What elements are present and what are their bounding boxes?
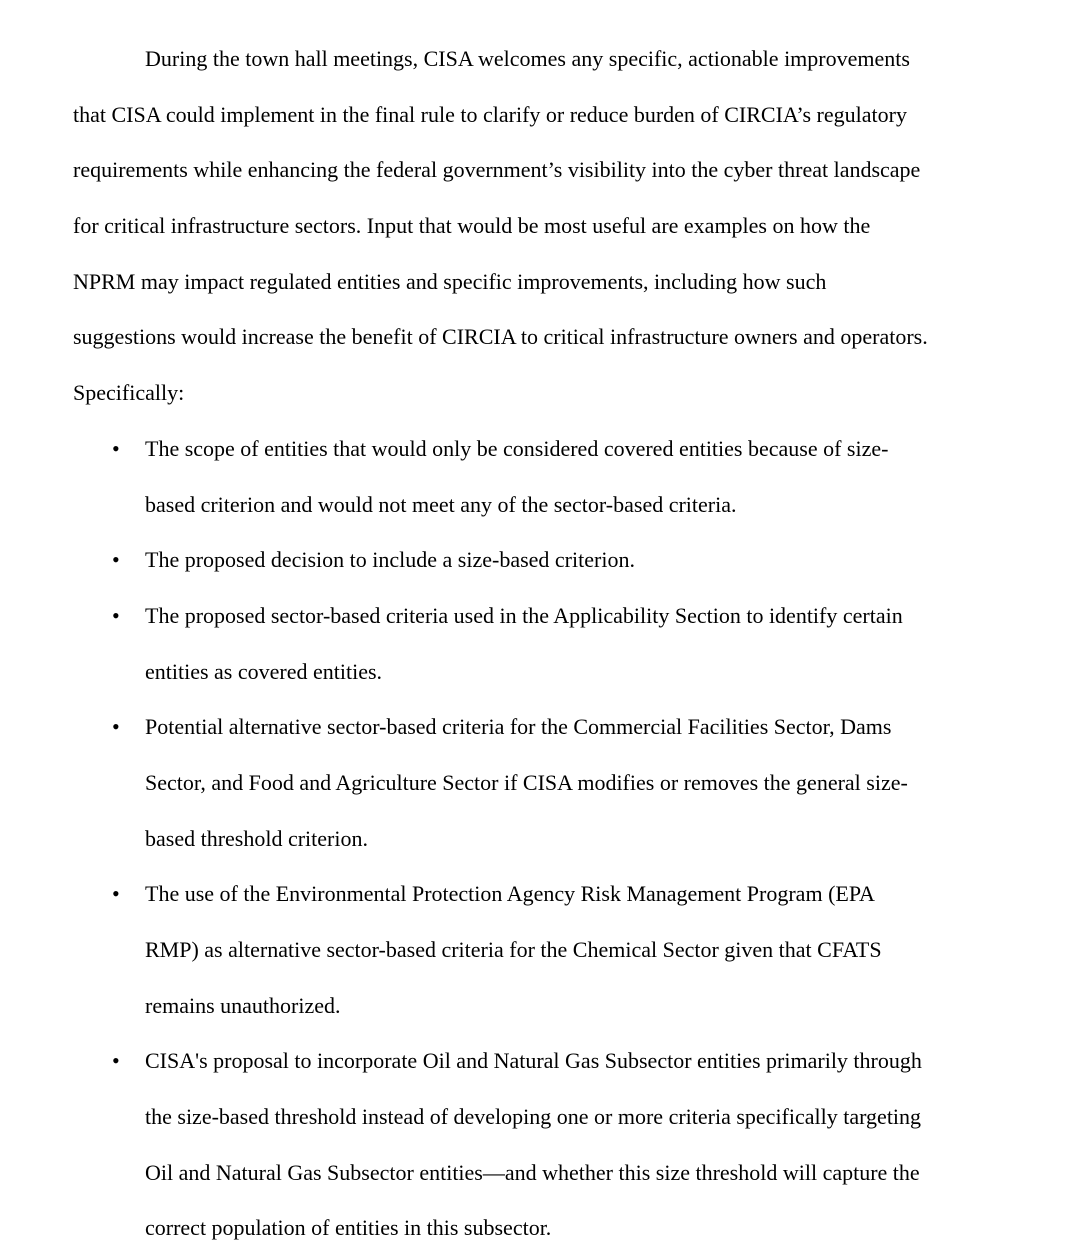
paragraph-line: that CISA could implement in the final rule to clarify or reduce burden of CIRCIA’s regulatory: [73, 101, 907, 127]
bullet-item: [73, 1033, 1028, 1256]
bullet-line: [73, 699, 1028, 755]
bullet-line: [73, 1200, 1028, 1256]
bullet-line-text: The use of the Environmental Protection Agency Risk Management Program (EPA: [145, 881, 875, 907]
bullet-icon: •: [112, 547, 120, 573]
paragraph-line: During the town hall meetings, CISA welcomes any specific, actionable improvements: [145, 46, 910, 71]
bullet-line: [73, 755, 1028, 811]
bullet-line: [73, 1033, 1028, 1089]
bullet-line-text: RMP) as alternative sector-based criteria for the Chemical Sector given that CFATS: [145, 937, 882, 962]
bullet-line: [73, 1089, 1028, 1145]
bullet-list: [73, 421, 1028, 1256]
bullet-line: [73, 421, 1028, 477]
bullet-line-text: CISA's proposal to incorporate Oil and Natural Gas Subsector entities primarily through: [145, 1048, 922, 1074]
bullet-line: [73, 477, 1028, 533]
bullet-item: [73, 588, 1028, 699]
bullet-line: [73, 1145, 1028, 1201]
bullet-line: [73, 866, 1028, 922]
bullet-line: [73, 644, 1028, 700]
bullet-line-text: correct population of entities in this subsector.: [145, 1215, 552, 1241]
paragraph-line: suggestions would increase the benefit of CIRCIA to critical infrastructure owners and operators.: [73, 324, 928, 350]
bullet-line-text: The scope of entities that would only be considered covered entities because of size-: [145, 435, 889, 461]
bullet-line-text: Oil and Natural Gas Subsector entities—and whether this size threshold will capture the: [145, 1159, 920, 1185]
bullet-item: [73, 699, 1028, 866]
bullet-line-text: Potential alternative sector-based criteria for the Commercial Facilities Sector, Dams: [145, 714, 892, 740]
bullet-icon: •: [112, 881, 120, 907]
bullet-line-text: the size-based threshold instead of developing one or more criteria specifically targeting: [145, 1104, 922, 1130]
bullet-line: [73, 922, 1028, 978]
bullet-icon: •: [112, 435, 120, 461]
bullet-line-text: Sector, and Food and Agriculture Sector if CISA modifies or removes the general size-: [145, 769, 908, 795]
paragraph-line: Specifically:: [73, 380, 185, 406]
bullet-item: [73, 532, 1028, 588]
intro-paragraph: [73, 31, 1028, 421]
bullet-line: [73, 532, 1028, 588]
bullet-line-text: based threshold criterion.: [145, 825, 368, 851]
bullet-line-text: entities as covered entities.: [145, 658, 383, 684]
paragraph-line: NPRM may impact regulated entities and specific improvements, including how such: [73, 268, 827, 294]
bullet-line: [73, 811, 1028, 867]
bullet-line: [73, 978, 1028, 1034]
bullet-item: [73, 421, 1028, 532]
bullet-icon: •: [112, 1048, 120, 1074]
bullet-item: [73, 866, 1028, 1033]
document-content: [73, 31, 1028, 1256]
bullet-line-text: based criterion and would not meet any of the sector-based criteria.: [145, 491, 737, 517]
bullet-icon: •: [112, 602, 120, 628]
bullet-line-text: The proposed decision to include a size-based criterion.: [145, 547, 635, 573]
bullet-line-text: The proposed sector-based criteria used in the Applicability Section to identify certain: [145, 602, 903, 628]
bullet-icon: •: [112, 714, 120, 740]
bullet-line: [73, 588, 1028, 644]
bullet-line-text: remains unauthorized.: [145, 992, 341, 1018]
paragraph-line: requirements while enhancing the federal government’s visibility into the cyber threat landscape: [73, 157, 921, 183]
paragraph-line: for critical infrastructure sectors. Input that would be most useful are examples on how the: [73, 213, 871, 239]
